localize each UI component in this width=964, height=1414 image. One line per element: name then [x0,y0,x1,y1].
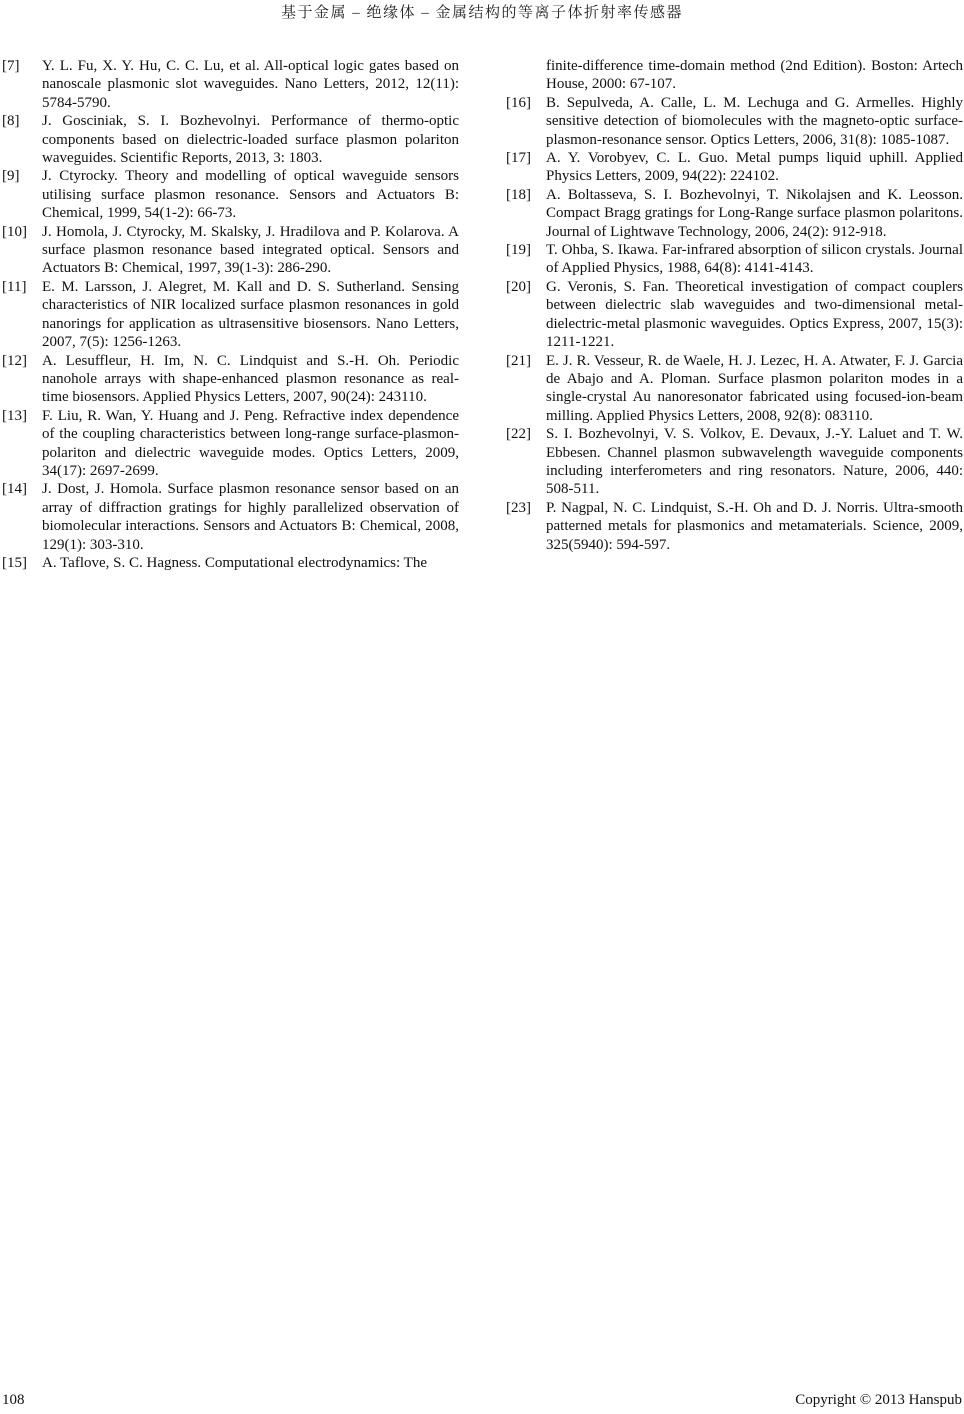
reference-text: E. M. Larsson, J. Alegret, M. Kall and D. S. Sutherland. Sensing characteristics of NIR localized surface plasmon resonances in gold nanorings for application as ultrasensitive biosensors. Nano Letters, 2007, 7(5): 1256-1263. [42,278,459,351]
reference-item [2,278,459,352]
page-header-title: 基于金属 – 绝缘体 – 金属结构的等离子体折射率传感器 [280,5,683,21]
reference-label: [19] [506,242,531,259]
reference-text: B. Sepulveda, A. Calle, L. M. Lechuga and G. Armelles. Highly sensitive detection of biomolecules with the magneto-optic surface-plasmon-resonance sensor. Optics Letters, 2006, 31(8): 1085-1087. [546,94,963,148]
reference-item [2,352,459,407]
reference-label: [12] [2,352,27,369]
reference-label: [10] [2,223,27,240]
references-columns [2,57,963,572]
reference-item [506,149,963,186]
reference-label: [22] [506,426,531,443]
reference-label: [20] [506,278,531,295]
references-right-column [506,57,963,572]
reference-item [506,94,963,149]
reference-label: [7] [2,58,20,74]
reference-item [2,480,459,554]
reference-text: A. Y. Vorobyev, C. L. Guo. Metal pumps liquid uphill. Applied Physics Letters, 2009, 94(22): 224102. [546,150,963,185]
reference-item [506,241,963,278]
reference-text: J. Ctyrocky. Theory and modelling of optical waveguide sensors utilising surface plasmon resonance. Sensors and Actuators B: Chemical, 1999, 54(1-2): 66-73. [42,168,459,222]
reference-item [2,223,459,278]
reference-label: [16] [506,94,531,111]
reference-label: [21] [506,352,531,369]
reference-text: F. Liu, R. Wan, Y. Huang and J. Peng. Refractive index dependence of the coupling characteristics between long-range surface-plasmon-polariton and dielectric waveguide modes. Optics Letters, 2009, 34(17): 2697-2699. [42,407,459,479]
reference-label: [8] [2,113,20,130]
reference-item [506,352,963,426]
reference-item [2,57,459,112]
reference-text: A. Lesuffleur, H. Im, N. C. Lindquist and S.-H. Oh. Periodic nanohole arrays with shape-enhanced plasmon resonance as real-time biosensors. Applied Physics Letters, 2007, 90(24): 243110. [42,352,459,406]
reference-label: [23] [506,499,531,516]
reference-text: E. J. R. Vesseur, R. de Waele, H. J. Lezec, H. A. Atwater, F. J. Garcia de Abajo and A. Ploman. Surface plasmon polariton modes in a single-crystal Au nanoresonator fabricated using focused-ion-beam milling. Applied Physics Letters, 2008, 92(8): 083110. [546,352,963,424]
reference-item [506,186,963,241]
reference-text: J. Dost, J. Homola. Surface plasmon resonance sensor based on an array of diffraction gratings for highly parallelized observation of biomolecular interactions. Sensors and Actuators B: Chemical, 2008, 129(1): 303-310. [42,481,459,553]
copyright-text: Copyright © 2013 Hanspub [795,1392,962,1408]
reference-text: finite-difference time-domain method (2nd Edition). Boston: Artech House, 2000: 67-107. [546,58,963,93]
reference-text: S. I. Bozhevolnyi, V. S. Volkov, E. Devaux, J.-Y. Laluet and T. W. Ebbesen. Channel plasmon subwavelength waveguide components including interferometers and ring resonators. Nature, 2006, 440: 508-511. [546,426,963,498]
reference-item [506,278,963,352]
reference-item [2,407,459,481]
reference-text: A. Boltasseva, S. I. Bozhevolnyi, T. Nikolajsen and K. Leosson. Compact Bragg gratings for Long-Range surface plasmon polaritons. Journal of Lightwave Technology, 2006, 24(2): 912-918. [546,186,963,240]
reference-item [2,167,459,222]
reference-label: [11] [2,278,27,295]
references-left-column [2,57,459,572]
reference-text: Y. L. Fu, X. Y. Hu, C. C. Lu, et al. All-optical logic gates based on nanoscale plasmonic slot waveguides. Nano Letters, 2012, 12(11): 5784-5790. [42,58,459,111]
reference-label: [9] [2,168,20,185]
reference-item [506,425,963,499]
reference-label: [15] [2,554,27,571]
reference-label: [14] [2,481,27,498]
reference-item [506,499,963,554]
page-number: 108 [2,1392,25,1408]
reference-label: [18] [506,186,531,203]
reference-text: A. Taflove, S. C. Hagness. Computational electrodynamics: The [42,554,427,571]
reference-label: [13] [2,407,27,424]
reference-continuation [506,57,963,94]
reference-text: T. Ohba, S. Ikawa. Far-infrared absorption of silicon crystals. Journal of Applied Physics, 1988, 64(8): 4141-4143. [546,242,963,277]
reference-text: P. Nagpal, N. C. Lindquist, S.-H. Oh and D. J. Norris. Ultra-smooth patterned metals for plasmonics and metamaterials. Science, 2009, 325(5940): 594-597. [546,499,963,553]
reference-label [506,57,546,94]
reference-item [2,554,459,572]
reference-text: J. Homola, J. Ctyrocky, M. Skalsky, J. Hradilova and P. Kolarova. A surface plasmon resonance based integrated optical. Sensors and Actuators B: Chemical, 1997, 39(1-3): 286-290. [42,223,459,277]
reference-item [2,112,459,167]
reference-text: G. Veronis, S. Fan. Theoretical investigation of compact couplers between dielectric slab waveguides and two-dimensional metal-dielectric-metal plasmonic waveguides. Optics Express, 2007, 15(3): 1211-1221. [546,278,963,351]
reference-text: J. Gosciniak, S. I. Bozhevolnyi. Performance of thermo-optic components based on dielectric-loaded surface plasmon polariton waveguides. Scientific Reports, 2013, 3: 1803. [42,113,459,167]
reference-label: [17] [506,150,531,167]
